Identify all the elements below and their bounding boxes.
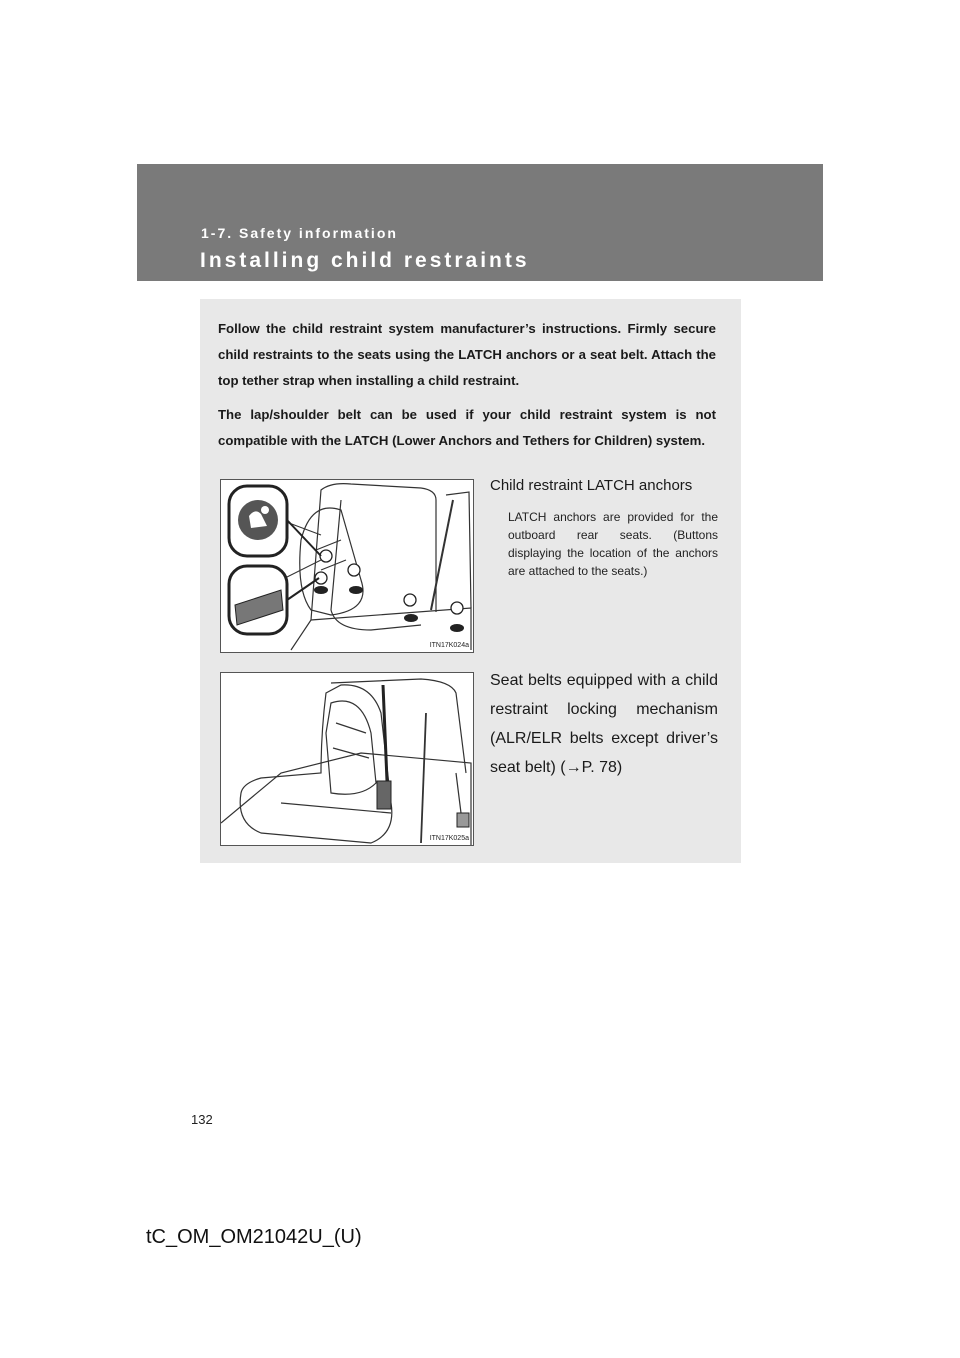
latch-seat-drawing xyxy=(221,480,474,653)
intro-paragraph-2: The lap/shoulder belt can be used if your child restraint system is not compatible with the LATCH (Lower Anchors and Tethers for Children) system. xyxy=(218,407,716,448)
latch-anchors-illustration xyxy=(220,479,474,653)
section-header xyxy=(137,164,823,281)
intro-text xyxy=(218,316,716,462)
page-number: 132 xyxy=(191,1112,213,1127)
document-code: tC_OM_OM21042U_(U) xyxy=(146,1226,362,1248)
seat-belt-illustration xyxy=(220,672,474,846)
item-body-latch: LATCH anchors are provided for the outboard rear seats. (Buttons displaying the location of the anchors are attached to the seats.) xyxy=(508,510,718,578)
seat-belt-seat-drawing xyxy=(221,673,474,846)
figure-code: ITN17K025a xyxy=(429,835,469,842)
item-title-latch: Child restraint LATCH anchors xyxy=(490,477,693,494)
intro-paragraph-1: Follow the child restraint system manufacturer’s instructions. Firmly secure child restraints to the seats using the LATCH anchors or a seat belt. Attach the top tether strap when installing a child restraint. xyxy=(218,321,716,388)
section-label: 1-7. Safety information xyxy=(201,225,398,241)
item-title-seat-belts: Seat belts equipped with a child restraint locking mechanism (ALR/ELR belts except driver’s seat belt) (→P. 78) xyxy=(490,672,718,776)
page-title: Installing child restraints xyxy=(200,249,530,272)
content-panel xyxy=(200,299,741,863)
figure-code: ITN17K024a xyxy=(429,642,469,649)
